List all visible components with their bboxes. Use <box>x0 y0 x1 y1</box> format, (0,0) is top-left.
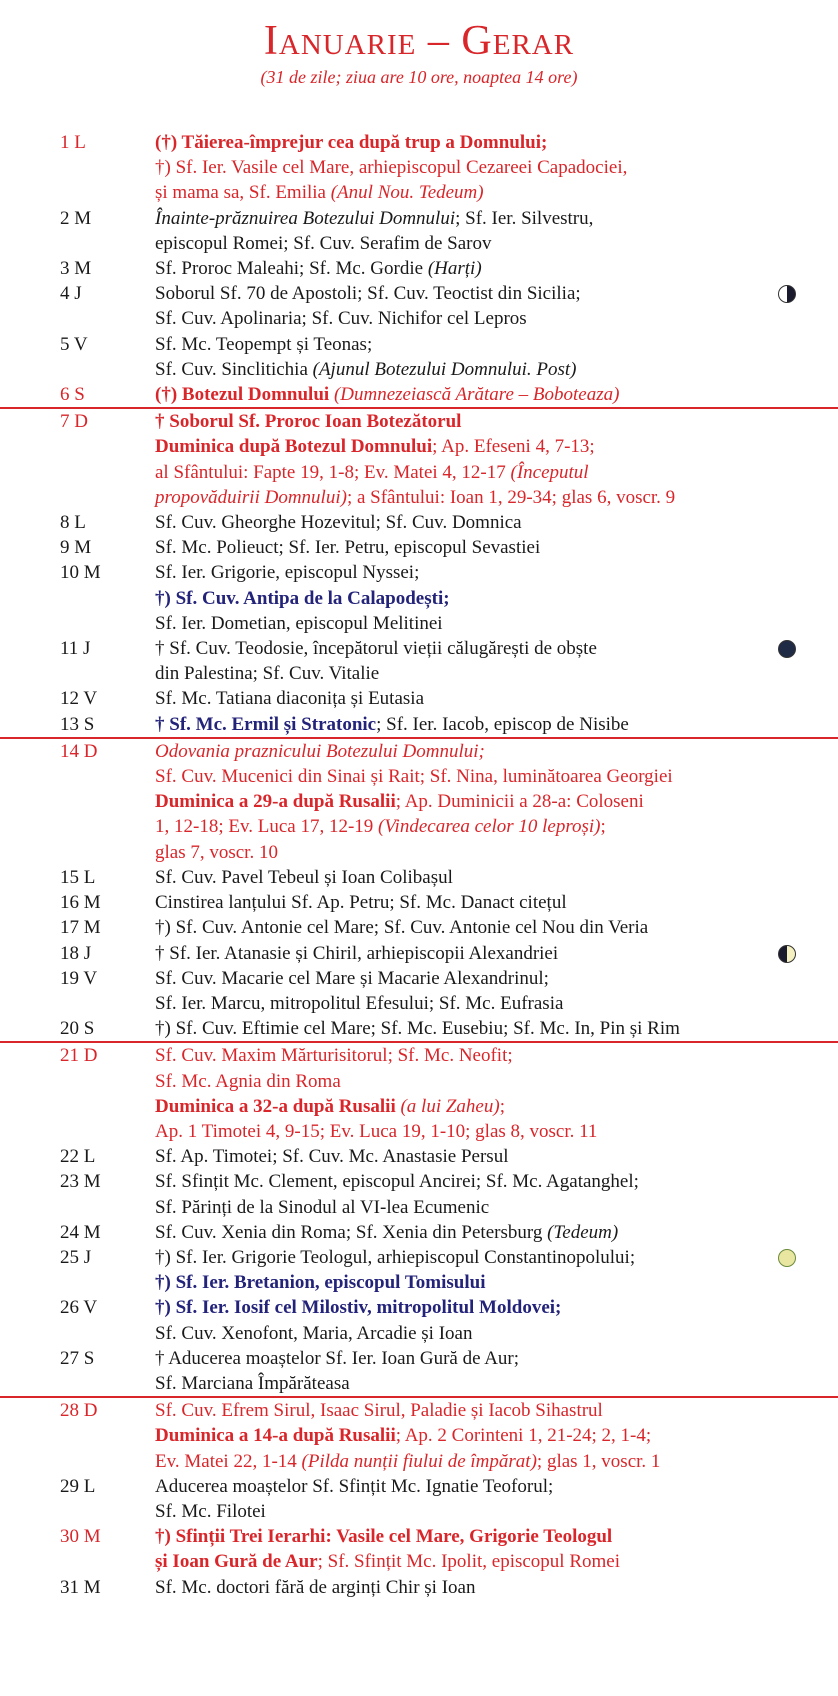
day-label: 11 J <box>60 638 91 660</box>
day-saints <box>155 1398 768 1474</box>
entry-line <box>155 1195 768 1220</box>
entry-text: Sf. Cuv. Xenia din Roma; Sf. Xenia din Petersburg <box>155 1221 548 1243</box>
entry-line <box>155 915 768 940</box>
day-label: 6 S <box>60 384 85 406</box>
day-entry <box>0 737 838 865</box>
day-entry <box>0 1524 838 1574</box>
entry-line <box>155 231 768 256</box>
day-saints <box>155 382 768 407</box>
entry-line <box>155 890 768 915</box>
day-entry <box>0 1169 838 1219</box>
entry-text: Sf. Cuv. Gheorghe Hozevitul; Sf. Cuv. Domnica <box>155 512 522 534</box>
day-entry <box>0 1144 838 1169</box>
day-entry <box>0 1474 838 1524</box>
entry-line <box>155 155 768 180</box>
entry-text: Ap. 1 Timotei 4, 9-15; Ev. Luca 19, 1-10; glas 8, voscr. 11 <box>155 1120 598 1142</box>
entry-text: ; <box>600 816 606 838</box>
entry-text: Sf. Părinți de la Sinodul al VI-lea Ecumenic <box>155 1196 490 1218</box>
entry-text: Sf. Mc. Polieuct; Sf. Ier. Petru, episcopul Sevastiei <box>155 537 541 559</box>
day-entry <box>0 890 838 915</box>
entry-line <box>155 409 768 434</box>
day-saints <box>155 1474 768 1524</box>
day-label: 1 L <box>60 132 86 153</box>
entry-line <box>155 1270 768 1295</box>
entry-text: Înainte-prăznuirea Botezului Domnului <box>155 207 456 229</box>
day-label: 3 M <box>60 258 92 280</box>
entry-text: ; Sf. Ier. Iacob, episcop de Nisibe <box>376 713 629 735</box>
day-label: 30 M <box>60 1526 101 1548</box>
entry-text: (Anul Nou. Tedeum) <box>330 182 484 204</box>
entry-line <box>155 1245 768 1270</box>
entry-line <box>155 560 768 585</box>
entry-text: Sf. Cuv. Apolinaria; Sf. Cuv. Nichifor cel Lepros <box>155 308 527 330</box>
day-label: 10 M <box>60 562 101 584</box>
day-label: 19 V <box>60 967 98 989</box>
day-saints <box>155 865 768 890</box>
entry-text: Odovania praznicului Botezului Domnului; <box>155 740 485 762</box>
day-entry <box>0 712 838 737</box>
day-saints <box>155 941 768 966</box>
day-saints <box>155 1245 768 1295</box>
entry-line <box>155 686 768 711</box>
entry-line <box>155 764 768 789</box>
day-saints <box>155 560 768 636</box>
day-label: 24 M <box>60 1221 101 1243</box>
day-saints <box>155 1016 768 1041</box>
day-entry <box>0 256 838 281</box>
day-label: 7 D <box>60 411 88 433</box>
day-entry <box>0 966 838 1016</box>
entry-line <box>155 611 768 636</box>
day-saints <box>155 409 768 510</box>
page-title: Ianuarie – Gerar <box>263 18 575 64</box>
day-label: 22 L <box>60 1146 96 1168</box>
day-saints <box>155 915 768 940</box>
entry-text: † Aducerea moaștelor Sf. Ier. Ioan Gură de Aur; <box>155 1347 520 1369</box>
entry-line <box>155 306 768 331</box>
day-saints <box>155 1043 768 1144</box>
page-subtitle: (31 de zile; ziua are 10 ore, noaptea 14 ore) <box>260 67 578 87</box>
entry-text: Sf. Ier. Marcu, mitropolitul Efesului; Sf. Mc. Eufrasia <box>155 992 564 1014</box>
entry-line <box>155 130 768 155</box>
entry-line <box>155 281 768 306</box>
entry-line <box>155 510 768 535</box>
entry-text: † Soborul Sf. Proroc Ioan Botezătorul <box>155 411 462 433</box>
entry-line <box>155 1119 768 1144</box>
entry-text: (a lui Zaheu) <box>400 1095 500 1117</box>
entry-text: Soborul Sf. 70 de Apostoli; Sf. Cuv. Teoctist din Sicilia; <box>155 283 581 305</box>
day-entry <box>0 382 838 407</box>
entry-line <box>155 814 768 839</box>
entry-text: Duminica după Botezul Domnului <box>155 436 433 458</box>
entry-text: †) Sfinții Trei Ierarhi: Vasile cel Mare, Grigorie Teologul <box>155 1526 613 1548</box>
day-saints <box>155 739 768 865</box>
entry-text: Sf. Mc. Teopempt și Teonas; <box>155 333 373 355</box>
entry-text: (†) Tăierea-împrejur cea după trup a Domnului; <box>155 132 548 153</box>
entry-line <box>155 865 768 890</box>
day-label: 2 M <box>60 207 92 229</box>
entry-text: ; glas 1, voscr. 1 <box>536 1450 661 1472</box>
entry-text: †) Sf. Ier. Bretanion, episcopul Tomisului <box>155 1272 486 1294</box>
entry-text: 1, 12-18; Ev. Luca 17, 12-19 <box>155 816 379 838</box>
entry-text: Sf. Sfințit Mc. Clement, episcopul Ancirei; Sf. Mc. Agatanghel; <box>155 1171 639 1193</box>
day-saints <box>155 281 768 331</box>
entry-text: ; <box>499 1095 505 1117</box>
entry-text: Cinstirea lanțului Sf. Ap. Petru; Sf. Mc. Danact citețul <box>155 892 567 914</box>
entry-text: (Dumnezeiască Arătare – Boboteaza) <box>333 384 620 406</box>
entry-line <box>155 1094 768 1119</box>
entry-text: glas 7, voscr. 10 <box>155 841 278 863</box>
entry-line <box>155 636 768 661</box>
entry-line <box>155 941 768 966</box>
entry-text: Duminica a 14-a după Rusalii <box>155 1425 396 1447</box>
entry-line <box>155 1524 768 1549</box>
entry-text: Sf. Proroc Maleahi; Sf. Mc. Gordie <box>155 258 428 280</box>
entry-text: ; Ap. 2 Corinteni 1, 21-24; 2, 1-4; <box>395 1425 652 1447</box>
day-saints <box>155 206 768 256</box>
day-entry <box>0 1295 838 1345</box>
entry-line <box>155 586 768 611</box>
entry-line <box>155 1346 768 1371</box>
entry-line <box>155 434 768 459</box>
day-label: 31 M <box>60 1576 101 1598</box>
day-entry <box>0 686 838 711</box>
entry-text: Sf. Cuv. Macarie cel Mare și Macarie Alexandrinul; <box>155 967 549 989</box>
entry-line <box>155 1371 768 1396</box>
entry-text: ; Ap. Duminicii a 28-a: Coloseni <box>395 791 644 813</box>
entry-line <box>155 1398 768 1423</box>
day-saints <box>155 256 768 281</box>
day-saints <box>155 636 768 686</box>
entry-line <box>155 256 768 281</box>
entry-text: †) Sf. Cuv. Antonie cel Mare; Sf. Cuv. Antonie cel Nou din Veria <box>155 917 649 939</box>
day-label: 14 D <box>60 740 98 762</box>
entry-text: episcopul Romei; Sf. Cuv. Serafim de Sarov <box>155 232 492 254</box>
day-entry <box>0 535 838 560</box>
entry-text: din Palestina; Sf. Cuv. Vitalie <box>155 663 380 685</box>
day-entry <box>0 130 838 206</box>
day-saints <box>155 130 768 206</box>
entry-text: (†) Botezul Domnului <box>155 384 334 406</box>
entry-text: †) Sf. Ier. Grigorie Teologul, arhiepiscopul Constantinopolului; <box>155 1246 636 1268</box>
day-entry <box>0 560 838 636</box>
entry-line <box>155 1474 768 1499</box>
day-entry <box>0 865 838 890</box>
entry-line <box>155 661 768 686</box>
entry-text: Duminica a 32-a după Rusalii <box>155 1095 401 1117</box>
entry-line <box>155 1575 768 1600</box>
moon-phase-full-icon <box>778 1249 796 1267</box>
day-label: 29 L <box>60 1475 96 1497</box>
day-entry <box>0 915 838 940</box>
entry-text: și mama sa, Sf. Emilia <box>155 182 331 204</box>
day-saints <box>155 1524 768 1574</box>
entry-line <box>155 1549 768 1574</box>
entry-text: al Sfântului: Fapte 19, 1-8; Ev. Matei 4, 12-17 <box>155 461 511 483</box>
day-label: 18 J <box>60 942 92 964</box>
day-saints <box>155 1575 768 1600</box>
day-saints <box>155 1220 768 1245</box>
day-label: 12 V <box>60 688 98 710</box>
entry-line <box>155 382 768 407</box>
entry-line <box>155 1043 768 1068</box>
entry-text: † Sf. Ier. Atanasie și Chiril, arhiepiscopii Alexandriei <box>155 942 559 964</box>
day-entry <box>0 281 838 331</box>
entry-line <box>155 1321 768 1346</box>
entry-text: Sf. Cuv. Efrem Sirul, Isaac Sirul, Paladie și Iacob Sihastrul <box>155 1400 603 1422</box>
entry-line <box>155 1423 768 1448</box>
entry-line <box>155 1295 768 1320</box>
day-label: 23 M <box>60 1171 101 1193</box>
entry-text: Sf. Ap. Timotei; Sf. Cuv. Mc. Anastasie Persul <box>155 1146 509 1168</box>
entry-line <box>155 1144 768 1169</box>
day-label: 4 J <box>60 283 82 305</box>
entry-text: Sf. Cuv. Maxim Mărturisitorul; Sf. Mc. Neofit; <box>155 1045 513 1067</box>
day-entry <box>0 1041 838 1144</box>
entry-line <box>155 1069 768 1094</box>
entry-text: ; Ap. Efeseni 4, 7-13; <box>432 436 595 458</box>
entry-line <box>155 460 768 485</box>
day-label: 26 V <box>60 1297 98 1319</box>
entry-text: (Pilda nunții fiului de împărat) <box>301 1450 537 1472</box>
day-entry <box>0 941 838 966</box>
entry-text: ; a Sfântului: Ioan 1, 29-34; glas 6, voscr. 9 <box>346 486 676 508</box>
entry-text: Sf. Ier. Dometian, episcopul Melitinei <box>155 612 443 634</box>
day-label: 20 S <box>60 1018 95 1040</box>
day-entry <box>0 636 838 686</box>
day-saints <box>155 686 768 711</box>
day-label: 5 V <box>60 333 88 355</box>
day-saints <box>155 712 768 737</box>
entry-text: ; Sf. Ier. Silvestru, <box>455 207 594 229</box>
entry-line <box>155 789 768 814</box>
entry-text: Sf. Mc. Tatiana diaconița și Eutasia <box>155 688 424 710</box>
day-saints <box>155 1169 768 1219</box>
entry-text: †) Sf. Cuv. Eftimie cel Mare; Sf. Mc. Eusebiu; Sf. Mc. In, Pin și Rim <box>155 1018 680 1040</box>
entry-line <box>155 1449 768 1474</box>
entry-line <box>155 840 768 865</box>
entry-line <box>155 1016 768 1041</box>
day-saints <box>155 1295 768 1345</box>
day-label: 9 M <box>60 537 92 559</box>
entry-line <box>155 1499 768 1524</box>
entry-line <box>155 357 768 382</box>
day-entry <box>0 407 838 510</box>
moon-phase-new-icon <box>778 640 796 658</box>
entry-line <box>155 739 768 764</box>
day-label: 13 S <box>60 713 95 735</box>
entry-text: Ev. Matei 22, 1-14 <box>155 1450 302 1472</box>
day-label: 17 M <box>60 917 101 939</box>
day-label: 16 M <box>60 892 101 914</box>
entry-line <box>155 1220 768 1245</box>
entry-text: Sf. Cuv. Mucenici din Sinai și Rait; Sf. Nina, luminătoarea Georgiei <box>155 766 673 788</box>
day-entry <box>0 1220 838 1245</box>
day-label: 15 L <box>60 866 96 888</box>
day-entry <box>0 510 838 535</box>
day-entry <box>0 1575 838 1600</box>
entry-text: ; Sf. Sfințit Mc. Ipolit, episcopul Romei <box>317 1551 620 1573</box>
entry-text: (Harți) <box>427 258 482 280</box>
day-saints <box>155 332 768 382</box>
entry-text: Sf. Cuv. Sinclitichia <box>155 358 313 380</box>
day-saints <box>155 966 768 1016</box>
day-saints <box>155 535 768 560</box>
entry-text: † Sf. Cuv. Teodosie, începătorul vieții călugărești de obște <box>155 638 597 660</box>
entry-text: Sf. Cuv. Pavel Tebeul și Ioan Colibașul <box>155 866 453 888</box>
entry-text: propovăduirii Domnului) <box>155 486 347 508</box>
day-entry <box>0 206 838 256</box>
entry-line <box>155 206 768 231</box>
entry-text: și Ioan Gură de Aur <box>155 1551 318 1573</box>
day-entry <box>0 1396 838 1474</box>
entry-text: Sf. Mc. doctori fără de arginți Chir și Ioan <box>155 1576 476 1598</box>
day-label: 27 S <box>60 1347 95 1369</box>
moon-phase-last-icon <box>778 945 796 963</box>
entry-line <box>155 966 768 991</box>
moon-phase-first-icon <box>778 285 796 303</box>
entry-line <box>155 485 768 510</box>
entry-line <box>155 1169 768 1194</box>
day-saints <box>155 890 768 915</box>
entry-text: (Ajunul Botezului Domnului. Post) <box>312 358 577 380</box>
entry-line <box>155 535 768 560</box>
entry-text: †) Sf. Cuv. Antipa de la Calapodești; <box>155 587 450 609</box>
entry-text: Duminica a 29-a după Rusalii <box>155 791 396 813</box>
day-saints <box>155 1144 768 1169</box>
day-saints <box>155 510 768 535</box>
entry-text: Aducerea moaștelor Sf. Sfințit Mc. Ignatie Teoforul; <box>155 1475 554 1497</box>
entry-line <box>155 712 768 737</box>
entry-text: Sf. Cuv. Xenofont, Maria, Arcadie și Ioan <box>155 1322 473 1344</box>
entry-text: Sf. Marciana Împărăteasa <box>155 1372 350 1394</box>
entry-line <box>155 332 768 357</box>
day-entry <box>0 1245 838 1295</box>
entry-text: Sf. Mc. Agnia din Roma <box>155 1070 341 1092</box>
day-label: 21 D <box>60 1045 98 1067</box>
entry-line <box>155 991 768 1016</box>
entry-text: Sf. Ier. Grigorie, episcopul Nyssei; <box>155 562 420 584</box>
entry-text: †) Sf. Ier. Vasile cel Mare, arhiepiscopul Cezareei Capadociei, <box>155 157 628 179</box>
entry-line <box>155 180 768 205</box>
entry-text: (Vindecarea celor 10 leproși) <box>378 816 601 838</box>
entry-text: †) Sf. Ier. Iosif cel Milostiv, mitropolitul Moldovei; <box>155 1297 562 1319</box>
day-saints <box>155 1346 768 1396</box>
day-entry <box>0 332 838 382</box>
entry-text: (Tedeum) <box>547 1221 619 1243</box>
calendar-list <box>0 130 838 1600</box>
day-entry <box>0 1346 838 1396</box>
day-entry <box>0 1016 838 1041</box>
entry-text: (Începutul <box>510 461 589 483</box>
day-label: 28 D <box>60 1400 98 1422</box>
entry-text: Sf. Mc. Filotei <box>155 1500 266 1522</box>
day-label: 25 J <box>60 1246 92 1268</box>
day-label: 8 L <box>60 512 86 534</box>
entry-text: † Sf. Mc. Ermil și Stratonic <box>155 713 377 735</box>
